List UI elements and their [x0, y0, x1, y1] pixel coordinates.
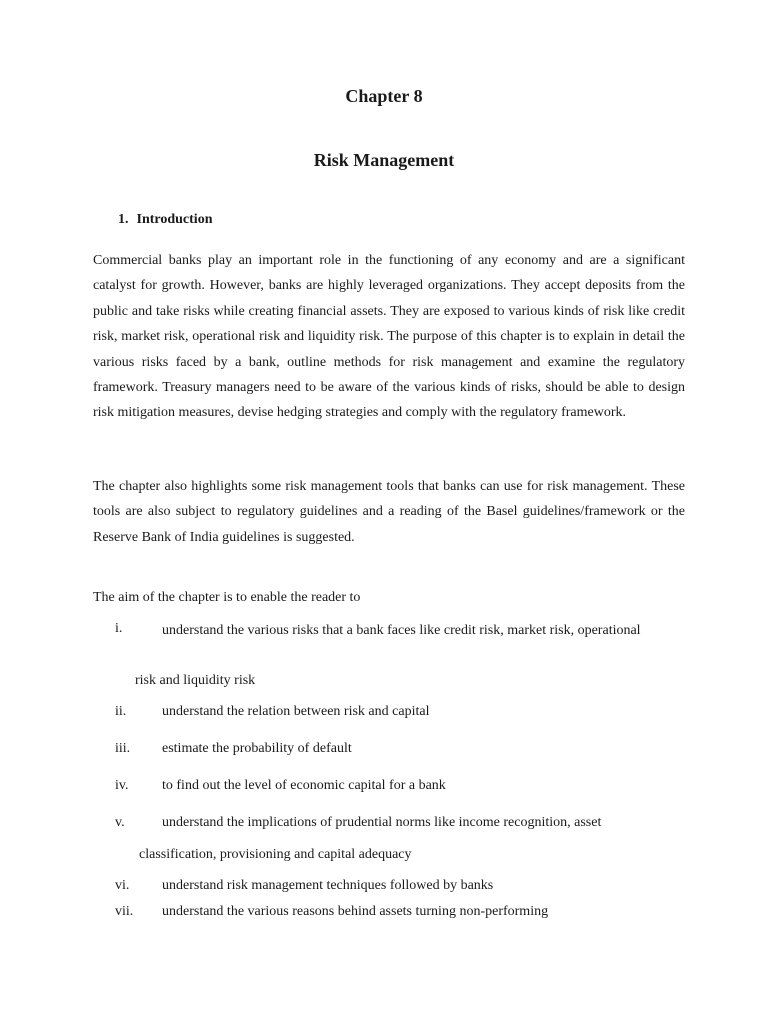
objective-text: understand risk management techniques followed by banks: [162, 878, 494, 893]
objective-continuation: classification, provisioning and capital adequacy: [139, 847, 412, 862]
objective-numeral: vi.: [115, 878, 130, 893]
objective-numeral: ii.: [115, 704, 127, 719]
section-heading: [118, 212, 212, 228]
chapter-number: Chapter 8: [345, 86, 423, 106]
intro-paragraph-2: The chapter also highlights some risk management tools that banks can use for risk management. These tools are also subject to regulatory guidelines and a reading of the Basel guidelines/framework or the Reserve Bank of India guidelines is suggested.: [93, 479, 685, 545]
objective-numeral: i.: [115, 621, 123, 636]
objective-text: understand the various risks that a bank faces like credit risk, market risk, operational: [162, 623, 641, 638]
objective-numeral: iii.: [115, 741, 131, 756]
objective-text: estimate the probability of default: [162, 741, 352, 756]
objective-continuation: risk and liquidity risk: [135, 673, 256, 688]
objective-text: understand the various reasons behind assets turning non-performing: [162, 904, 549, 919]
objective-text: understand the relation between risk and capital: [162, 704, 430, 719]
objective-text: understand the implications of prudential norms like income recognition, asset: [162, 815, 602, 830]
aim-intro: The aim of the chapter is to enable the reader to: [93, 590, 361, 605]
section-number: 1.: [118, 212, 129, 227]
objective-numeral: vii.: [115, 904, 134, 919]
objective-numeral: v.: [115, 815, 125, 830]
chapter-title: Risk Management: [313, 150, 455, 170]
objective-numeral: iv.: [115, 778, 129, 793]
objective-text: to find out the level of economic capital for a bank: [162, 778, 446, 793]
intro-paragraph-1: Commercial banks play an important role in the functioning of any economy and are a significant catalyst for growth. However, banks are highly leveraged organizations. They accept deposits from the public and take risks while creating financial assets. They are exposed to various kinds of risk like credit risk, market risk, operational risk and liquidity risk. The purpose of this chapter is to explain in detail the various risks faced by a bank, outline methods for risk management and examine the regulatory framework. Treasury managers need to be aware of the various kinds of risks, should be able to design risk mitigation measures, devise hedging strategies and comply with the regulatory framework.: [93, 253, 685, 421]
section-title: Introduction: [136, 212, 213, 227]
